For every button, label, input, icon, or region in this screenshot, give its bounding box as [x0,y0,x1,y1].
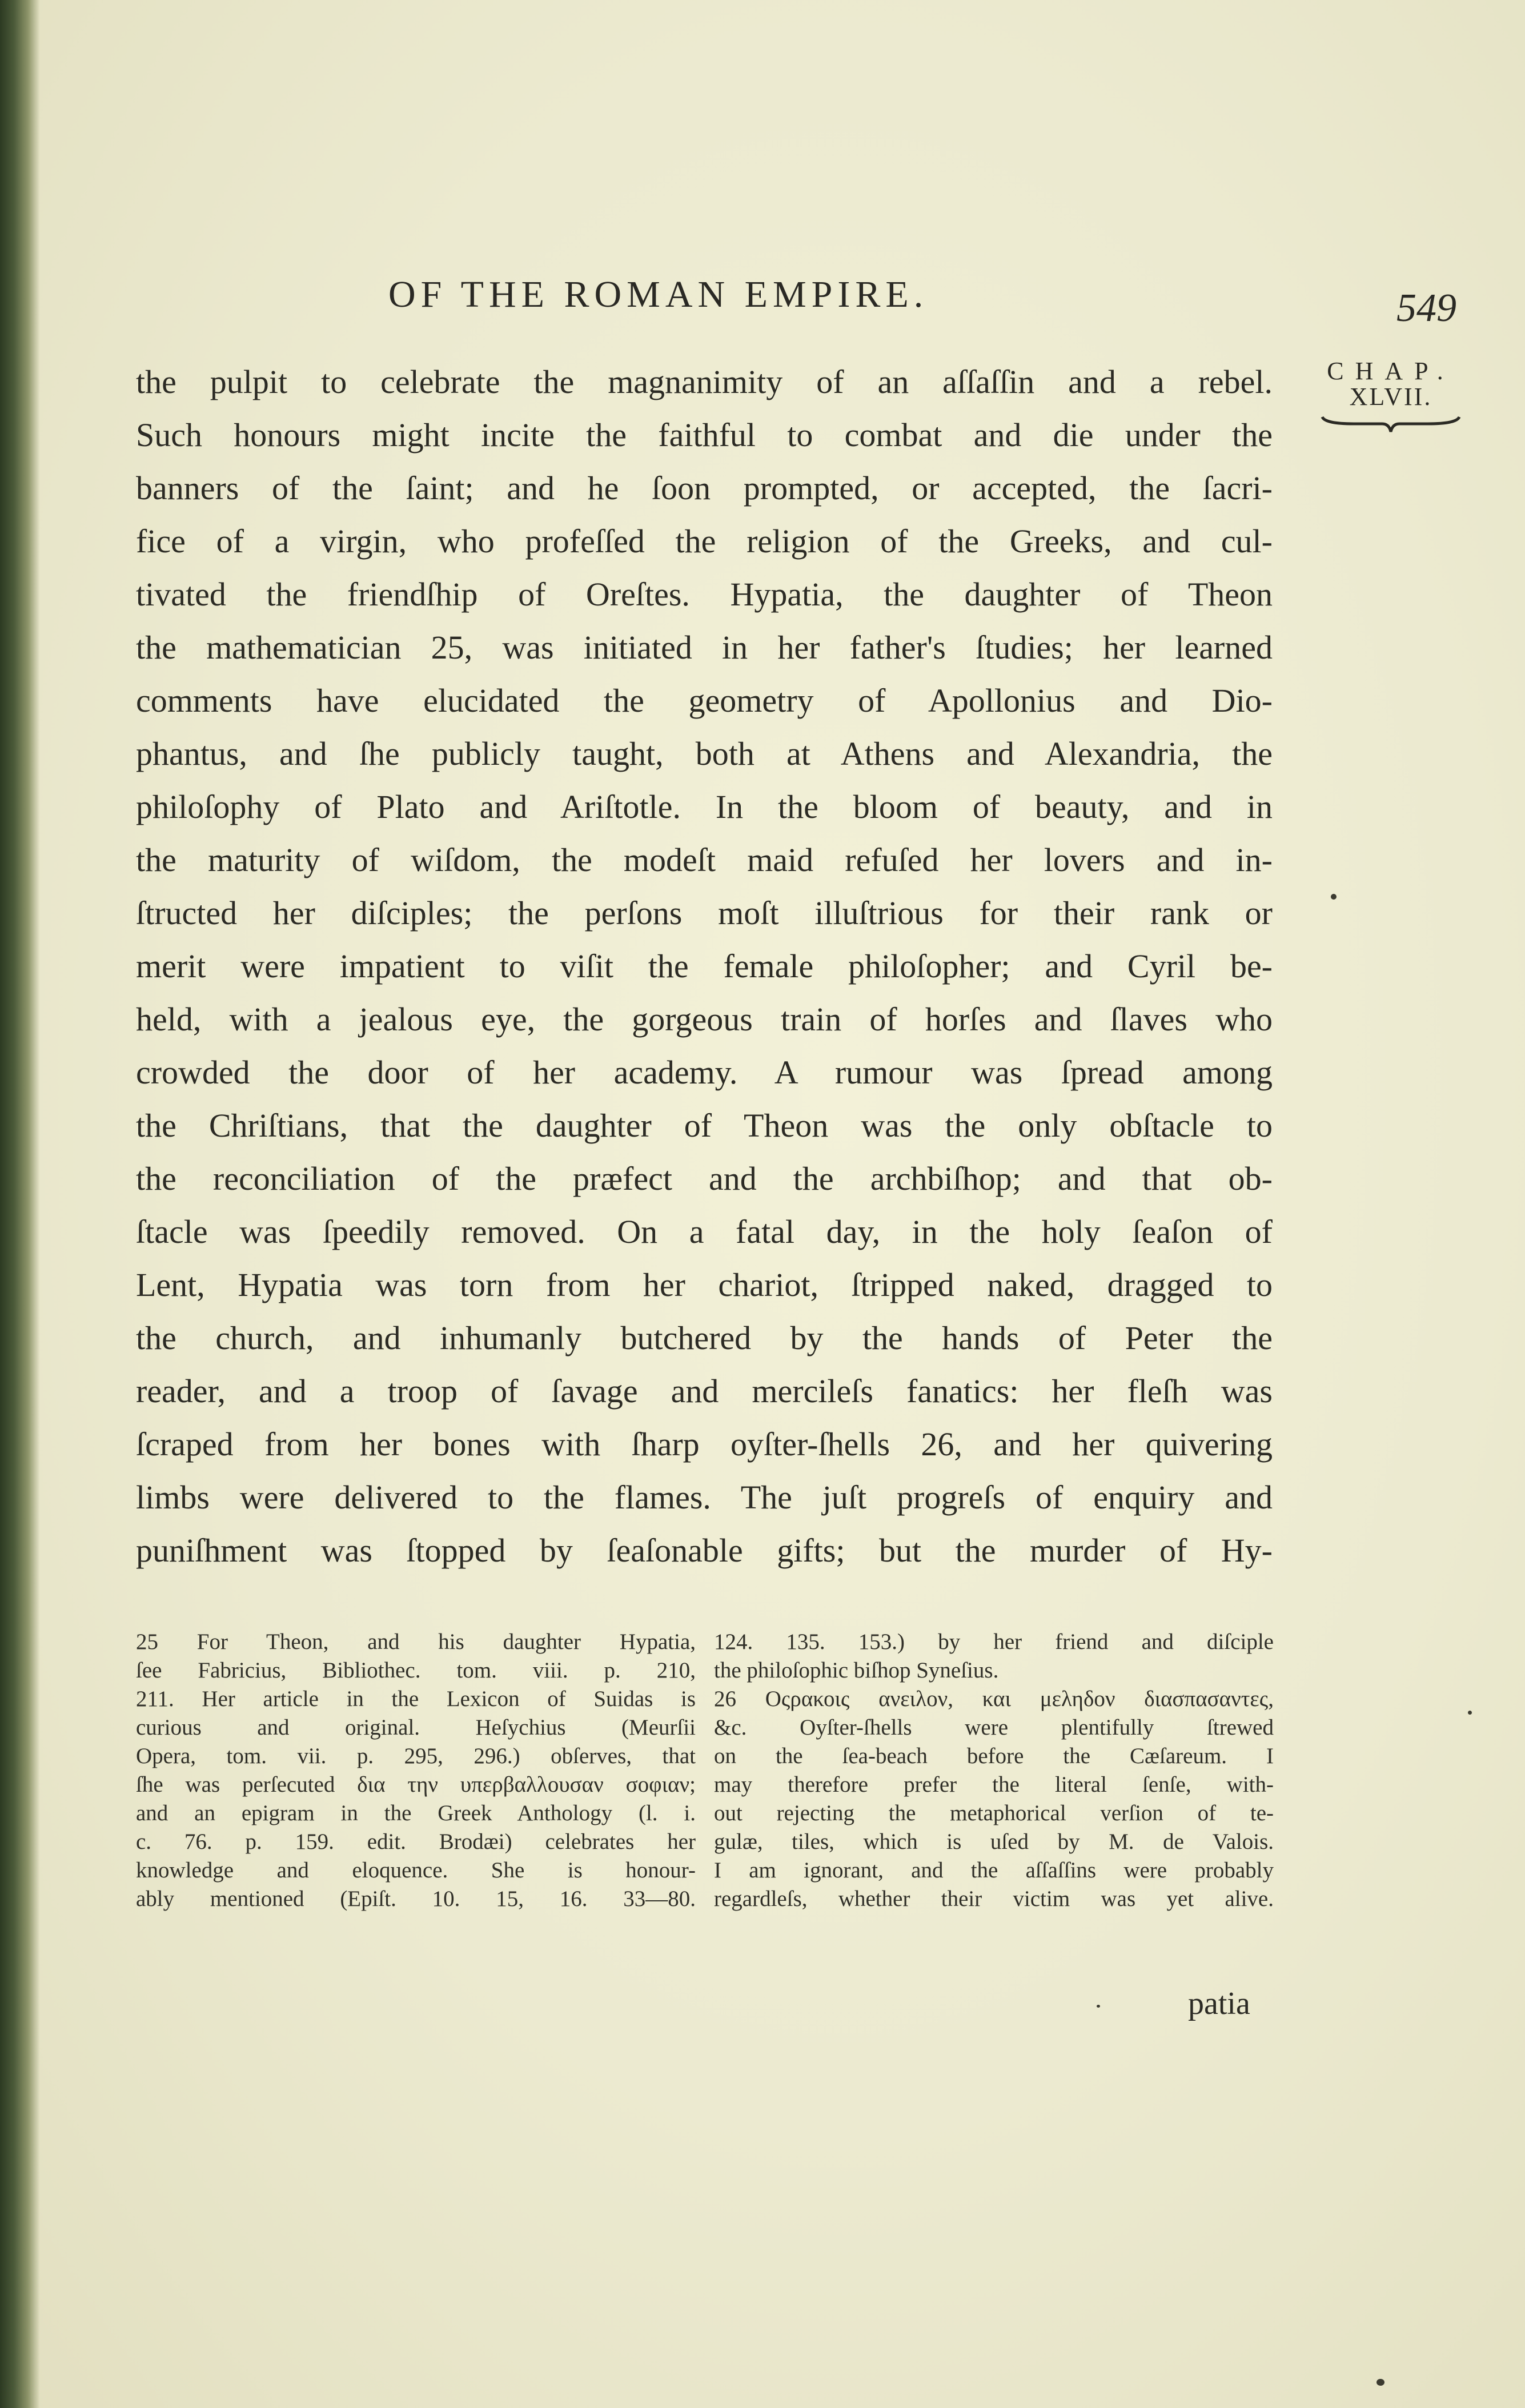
footnote-line: ſee Fabricius, Bibliothec. tom. viii. p. 210, [136,1658,696,1683]
footnote-line: 26 Οςρακοις ανειλον, και μεληδον διασπασαντες, [714,1687,1274,1711]
footnote-line: the philoſophic biſhop Syneſius. [714,1658,999,1683]
footnote-line: knowledge and eloquence. She is honour- [136,1858,696,1883]
body-line: ſtacle was ſpeedily removed. On a fatal day, in the holy ſeaſon of [136,1213,1273,1250]
body-line: phantus, and ſhe publicly taught, both at Athens and Alexandria, the [136,735,1273,772]
body-line: reader, and a troop of ſavage and mercileſs fanatics: her fleſh was [136,1372,1273,1410]
footnotes-right-column [714,1628,1274,1913]
footnote-line: gulæ, tiles, which is uſed by M. de Valois. [714,1829,1274,1854]
body-line: the mathematician 25, was initiated in her father's ſtudies; her learned [136,629,1273,666]
footnotes-left-column [136,1628,696,1913]
chapter-marginal-note [1308,359,1474,435]
footnote-line: out rejecting the metaphorical verſion of te- [714,1801,1274,1825]
body-line: the reconciliation of the præfect and the archbiſhop; and that ob- [136,1160,1273,1197]
body-line: held, with a jealous eye, the gorgeous train of horſes and ſlaves who [136,1001,1273,1038]
footnote-line: curious and original. Heſychius (Meurſii [136,1715,696,1740]
body-line: banners of the ſaint; and he ſoon prompted, or accepted, the ſacri- [136,469,1273,507]
brace-ornament [1319,412,1462,435]
body-line: limbs were delivered to the flames. The juſt progreſs of enquiry and [136,1479,1273,1516]
body-text [136,355,1273,1577]
chapter-number: XLVII. [1349,383,1432,411]
body-line: ſtructed her diſciples; the perſons moſt illuſtrious for their rank or [136,894,1273,932]
body-line: the Chriſtians, that the daughter of Theon was the only obſtacle to [136,1107,1273,1144]
body-line: ſcraped from her bones with ſharp oyſter-ſhells 26, and her quivering [136,1426,1273,1463]
footnote-line: I am ignorant, and the aſſaſſins were probably [714,1858,1274,1883]
body-line: the church, and inhumanly butchered by the hands of Peter the [136,1319,1273,1356]
body-line: merit were impatient to viſit the female philoſopher; and Cyril be- [136,948,1273,985]
body-line: the maturity of wiſdom, the modeſt maid refuſed her lovers and in- [136,841,1273,878]
body-line: the pulpit to celebrate the magnanimity of an aſſaſſin and a rebel. [136,363,1273,400]
footnote-line: and an epigram in the Greek Anthology (l. i. [136,1801,696,1825]
body-line: fice of a virgin, who profeſſed the religion of the Greeks, and cul- [136,523,1273,560]
footnote-line: Opera, tom. vii. p. 295, 296.) obſerves, that [136,1744,696,1768]
body-line: crowded the door of her academy. A rumour was ſpread among [136,1054,1273,1091]
body-line: tivated the friendſhip of Oreſtes. Hypatia, the daughter of Theon [136,576,1273,613]
footnote-line: on the ſea-beach before the Cæſareum. I [714,1744,1274,1768]
body-line: puniſhment was ſtopped by ſeaſonable gifts; but the murder of Hy- [136,1532,1273,1569]
body-line: philoſophy of Plato and Ariſtotle. In the bloom of beauty, and in [136,788,1273,825]
running-head: OF THE ROMAN EMPIRE. [388,274,929,315]
footnote-line: ably mentioned (Epiſt. 10. 15, 16. 33—80. [136,1887,696,1911]
footnote-line: ſhe was perſecuted δια την υπερβαλλουσαν σοφιαν; [136,1772,696,1797]
body-line: Such honours might incite the faithful to combat and die under the [136,416,1273,453]
footnote-line: may therefore prefer the literal ſenſe, with- [714,1772,1274,1797]
footnote-line: c. 76. p. 159. edit. Brodæi) celebrates her [136,1829,696,1854]
footnote-line: 124. 135. 153.) by her friend and diſciple [714,1630,1274,1654]
body-line: comments have elucidated the geometry of Apollonius and Dio- [136,682,1273,719]
footnote-line: &c. Oyſter-ſhells were plentifully ſtrewed [714,1715,1274,1740]
page-number: 549 [1396,286,1456,330]
footnote-line: 211. Her article in the Lexicon of Suidas is [136,1687,696,1711]
footnote-line: regardleſs, whether their victim was yet alive. [714,1887,1274,1911]
binding-spine-shadow [0,0,40,2408]
footnote-line: 25 For Theon, and his daughter Hypatia, [136,1630,696,1654]
body-line: Lent, Hypatia was torn from her chariot, ſtripped naked, dragged to [136,1266,1273,1303]
catchword: patia [1188,1986,1250,2021]
chapter-label: CHAP. [1327,357,1455,385]
